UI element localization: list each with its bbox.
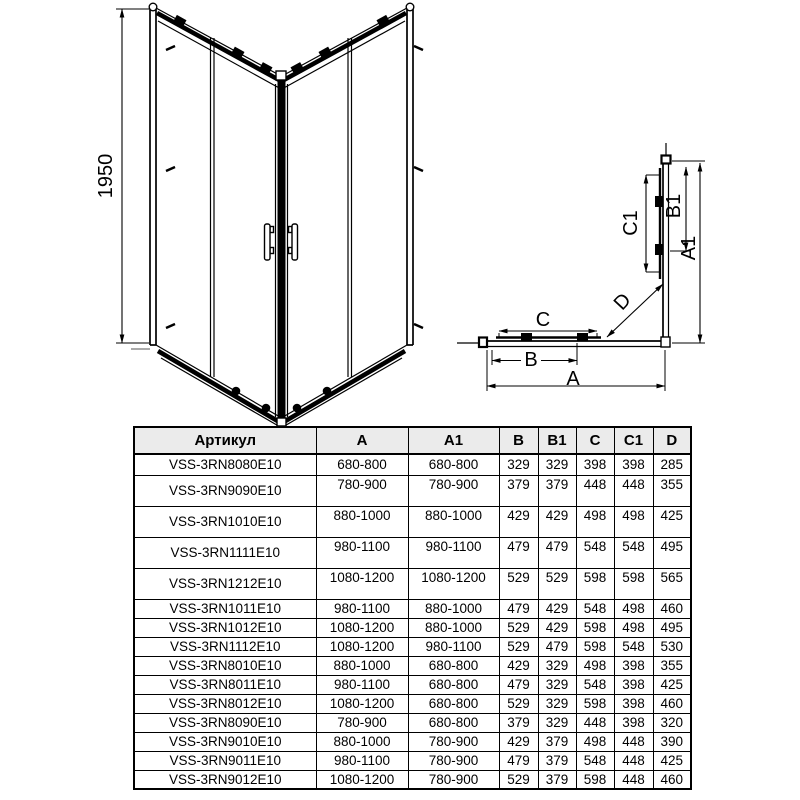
front-view-drawing: [95, 3, 423, 426]
table-row: [134, 751, 691, 770]
value-cell: 329: [538, 454, 576, 475]
value-cell: 1080-1200: [408, 568, 499, 599]
value-cell: 548: [576, 537, 614, 568]
value-cell: 379: [538, 732, 576, 751]
value-cell: 680-800: [408, 713, 499, 732]
value-cell: 429: [538, 506, 576, 537]
value-cell: 980-1100: [316, 751, 408, 770]
column-header: C: [576, 427, 614, 454]
value-cell: 498: [576, 656, 614, 675]
value-cell: 398: [614, 694, 653, 713]
value-cell: 479: [499, 599, 538, 618]
table-row: [134, 568, 691, 599]
value-cell: 780-900: [408, 732, 499, 751]
value-cell: 780-900: [408, 770, 499, 789]
value-cell: 1080-1200: [316, 637, 408, 656]
table-row: [134, 694, 691, 713]
article-cell: VSS-3RN8080E10: [134, 454, 316, 475]
value-cell: 425: [653, 675, 691, 694]
dim-label-b1: B1: [663, 193, 685, 219]
value-cell: 980-1100: [408, 637, 499, 656]
table-row: [134, 637, 691, 656]
value-cell: 529: [499, 694, 538, 713]
door-handle-left: [265, 224, 274, 260]
table-row: [134, 656, 691, 675]
value-cell: 379: [538, 770, 576, 789]
value-cell: 460: [653, 694, 691, 713]
value-cell: 880-1000: [408, 506, 499, 537]
value-cell: 355: [653, 475, 691, 506]
value-cell: 529: [499, 568, 538, 599]
value-cell: 780-900: [316, 475, 408, 506]
value-cell: 285: [653, 454, 691, 475]
value-cell: 548: [576, 751, 614, 770]
dim-label-a: A: [566, 368, 580, 390]
dim-label-c: C: [535, 309, 551, 331]
value-cell: 429: [499, 506, 538, 537]
value-cell: 548: [614, 637, 653, 656]
article-cell: VSS-3RN1011E10: [134, 599, 316, 618]
column-header: C1: [614, 427, 653, 454]
table-row: [134, 732, 691, 751]
value-cell: 479: [538, 637, 576, 656]
value-cell: 495: [653, 537, 691, 568]
wall-knob-left: [149, 3, 157, 11]
value-cell: 980-1100: [408, 537, 499, 568]
value-cell: 529: [499, 770, 538, 789]
value-cell: 448: [576, 475, 614, 506]
value-cell: 598: [576, 568, 614, 599]
column-header: A: [316, 427, 408, 454]
article-cell: VSS-3RN9010E10: [134, 732, 316, 751]
article-cell: VSS-3RN1112E10: [134, 637, 316, 656]
value-cell: 598: [576, 637, 614, 656]
value-cell: 1080-1200: [316, 568, 408, 599]
value-cell: 529: [499, 618, 538, 637]
dim-label-d: D: [609, 289, 636, 315]
value-cell: 680-800: [316, 454, 408, 475]
value-cell: 780-900: [408, 475, 499, 506]
value-cell: 329: [538, 675, 576, 694]
value-cell: 498: [614, 618, 653, 637]
spec-table: [133, 426, 692, 790]
article-cell: VSS-3RN8012E10: [134, 694, 316, 713]
wall-knob-right: [406, 3, 414, 11]
article-cell: VSS-3RN9012E10: [134, 770, 316, 789]
wall-brackets: [166, 46, 423, 328]
value-cell: 780-900: [408, 751, 499, 770]
value-cell: 598: [576, 618, 614, 637]
value-cell: 398: [614, 454, 653, 475]
value-cell: 880-1000: [316, 732, 408, 751]
value-cell: 329: [499, 454, 538, 475]
value-cell: 598: [614, 568, 653, 599]
value-cell: 429: [538, 599, 576, 618]
value-cell: 448: [614, 751, 653, 770]
value-cell: 379: [538, 751, 576, 770]
value-cell: 1080-1200: [316, 770, 408, 789]
value-cell: 429: [538, 618, 576, 637]
value-cell: 379: [499, 475, 538, 506]
article-cell: VSS-3RN8090E10: [134, 713, 316, 732]
height-dim-label: 1950: [95, 153, 117, 199]
column-header: B1: [538, 427, 576, 454]
table-row: [134, 537, 691, 568]
column-header: D: [653, 427, 691, 454]
value-cell: 355: [653, 656, 691, 675]
value-cell: 398: [614, 656, 653, 675]
value-cell: 1080-1200: [316, 618, 408, 637]
article-cell: VSS-3RN1012E10: [134, 618, 316, 637]
value-cell: 548: [576, 675, 614, 694]
value-cell: 448: [576, 713, 614, 732]
value-cell: 598: [576, 770, 614, 789]
value-cell: 880-1000: [316, 656, 408, 675]
value-cell: 495: [653, 618, 691, 637]
value-cell: 398: [614, 713, 653, 732]
spec-table-wrap: [133, 426, 692, 790]
value-cell: 780-900: [316, 713, 408, 732]
value-cell: 479: [499, 675, 538, 694]
value-cell: 379: [538, 475, 576, 506]
table-row: [134, 618, 691, 637]
table-body: [134, 454, 691, 789]
table-row: [134, 454, 691, 475]
value-cell: 460: [653, 770, 691, 789]
column-header: Артикул: [134, 427, 316, 454]
article-cell: VSS-3RN1212E10: [134, 568, 316, 599]
value-cell: 460: [653, 599, 691, 618]
column-header: B: [499, 427, 538, 454]
value-cell: 425: [653, 751, 691, 770]
value-cell: 498: [614, 599, 653, 618]
article-cell: VSS-3RN1010E10: [134, 506, 316, 537]
value-cell: 529: [538, 568, 576, 599]
value-cell: 680-800: [408, 454, 499, 475]
table-row: [134, 599, 691, 618]
value-cell: 680-800: [408, 675, 499, 694]
value-cell: 329: [538, 656, 576, 675]
value-cell: 498: [614, 506, 653, 537]
value-cell: 880-1000: [408, 618, 499, 637]
dim-label-a1: A1: [678, 235, 700, 261]
value-cell: 479: [499, 537, 538, 568]
article-cell: VSS-3RN8010E10: [134, 656, 316, 675]
value-cell: 548: [614, 537, 653, 568]
top-rollers: [173, 15, 389, 74]
value-cell: 390: [653, 732, 691, 751]
value-cell: 429: [499, 656, 538, 675]
article-cell: VSS-3RN9011E10: [134, 751, 316, 770]
value-cell: 529: [499, 637, 538, 656]
table-row: [134, 506, 691, 537]
article-cell: VSS-3RN1111E10: [134, 537, 316, 568]
value-cell: 598: [576, 694, 614, 713]
door-handle-right: [289, 224, 298, 260]
value-cell: 980-1100: [316, 675, 408, 694]
value-cell: 448: [614, 732, 653, 751]
value-cell: 379: [499, 713, 538, 732]
value-cell: 398: [614, 675, 653, 694]
table-row: [134, 675, 691, 694]
dim-label-b: B: [524, 349, 538, 371]
value-cell: 479: [499, 751, 538, 770]
value-cell: 329: [538, 713, 576, 732]
value-cell: 530: [653, 637, 691, 656]
value-cell: 448: [614, 475, 653, 506]
bottom-rails: [131, 345, 407, 426]
dim-label-c1: C1: [620, 210, 642, 236]
table-header-row: [134, 427, 691, 454]
value-cell: 980-1100: [316, 537, 408, 568]
value-cell: 680-800: [408, 656, 499, 675]
value-cell: 448: [614, 770, 653, 789]
value-cell: 548: [576, 599, 614, 618]
value-cell: 320: [653, 713, 691, 732]
article-cell: VSS-3RN9090E10: [134, 475, 316, 506]
table-row: [134, 770, 691, 789]
column-header: A1: [408, 427, 499, 454]
value-cell: 479: [538, 537, 576, 568]
value-cell: 429: [499, 732, 538, 751]
value-cell: 880-1000: [316, 506, 408, 537]
value-cell: 498: [576, 506, 614, 537]
table-row: [134, 475, 691, 506]
value-cell: 565: [653, 568, 691, 599]
value-cell: 880-1000: [408, 599, 499, 618]
value-cell: 398: [576, 454, 614, 475]
value-cell: 498: [576, 732, 614, 751]
value-cell: 980-1100: [316, 599, 408, 618]
value-cell: 680-800: [408, 694, 499, 713]
value-cell: 1080-1200: [316, 694, 408, 713]
article-cell: VSS-3RN8011E10: [134, 675, 316, 694]
table-row: [134, 713, 691, 732]
value-cell: 329: [538, 694, 576, 713]
plan-view-drawing: [457, 143, 705, 391]
value-cell: 425: [653, 506, 691, 537]
